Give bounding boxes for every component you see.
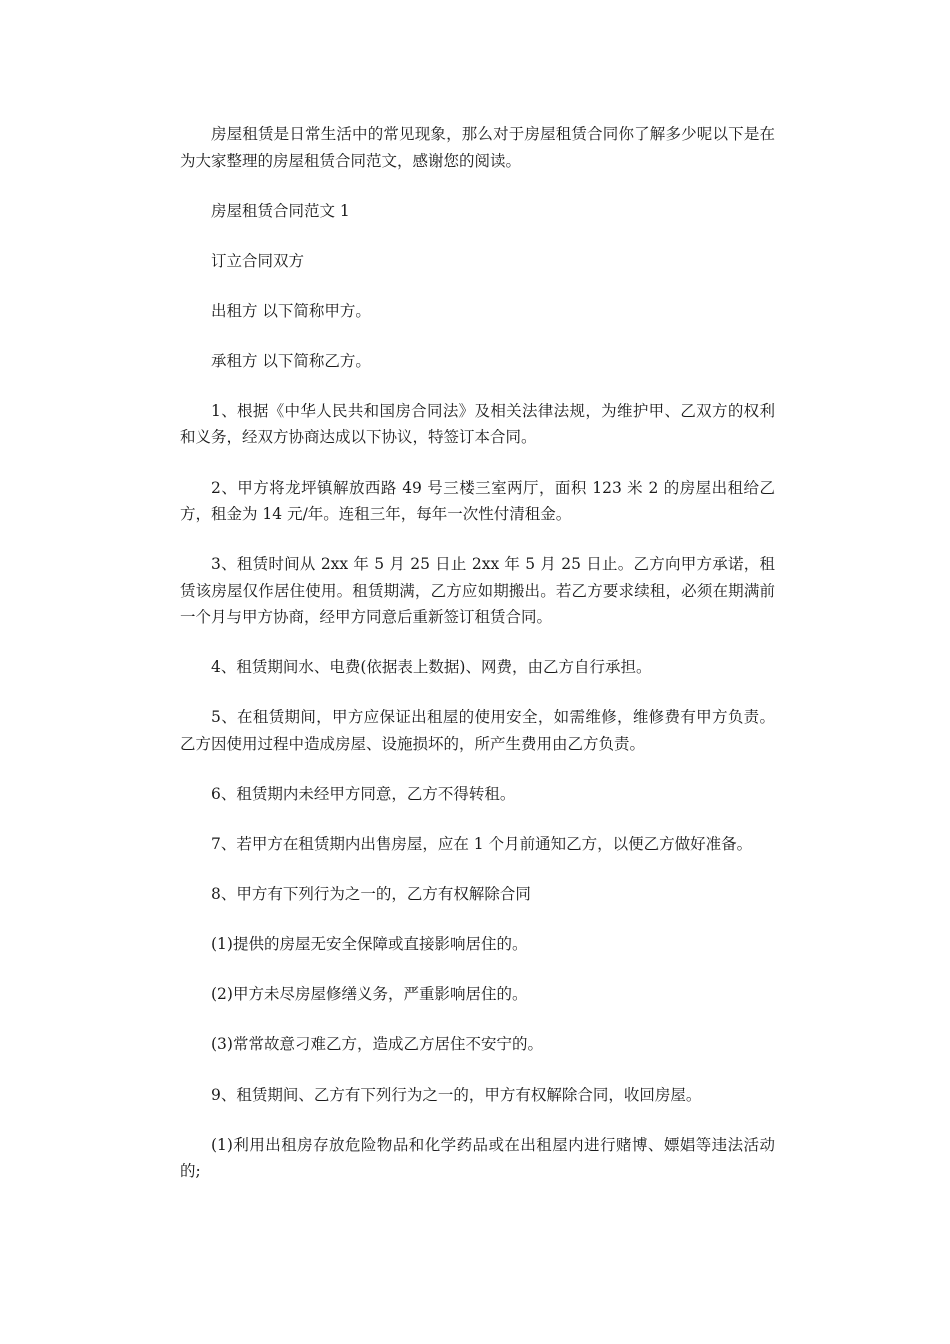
lessor-line: 出租方 以下简称甲方。 — [211, 301, 371, 320]
clause-8-item-1: (1)提供的房屋无安全保障或直接影响居住的。 — [211, 935, 528, 954]
lessee-line: 承租方 以下简称乙方。 — [211, 351, 371, 370]
clause-2: 2、甲方将龙坪镇解放西路 49 号三楼三室两厅，面积 123 米 2 的房屋出租给乙方，租金为 14 元/年。连租三年，每年一次性付清租金。 — [180, 478, 775, 524]
clause-9: 9、租赁期间、乙方有下列行为之一的，甲方有权解除合同，收回房屋。 — [211, 1085, 702, 1104]
clause-8-item-3: (3)常常故意刁难乙方，造成乙方居住不安宁的。 — [211, 1035, 543, 1054]
clause-5: 5、在租赁期间，甲方应保证出租屋的使用安全，如需维修，维修费有甲方负责。乙方因使用过程中造成房屋、设施损坏的，所产生费用由乙方负责。 — [180, 708, 775, 753]
parties-heading: 订立合同双方 — [211, 251, 305, 270]
clause-1: 1、根据《中华人民共和国房合同法》及相关法律法规，为维护甲、乙双方的权利和义务，经双方协商达成以下协议，特签订本合同。 — [180, 401, 775, 447]
intro-paragraph: 房屋租赁是日常生活中的常见现象，那么对于房屋租赁合同你了解多少呢以下是在为大家整理的房屋租赁合同范文，感谢您的阅读。 — [180, 125, 775, 170]
document-body — [180, 121, 775, 1208]
clause-7: 7、若甲方在租赁期内出售房屋，应在 1 个月前通知乙方，以便乙方做好准备。 — [211, 835, 753, 854]
clause-8: 8、甲方有下列行为之一的，乙方有权解除合同 — [211, 885, 531, 904]
contract-title: 房屋租赁合同范文 1 — [211, 201, 350, 220]
clause-8-item-2: (2)甲方未尽房屋修缮义务，严重影响居住的。 — [211, 985, 528, 1004]
clause-9-item-1: (1)利用出租房存放危险物品和化学药品或在出租屋内进行赌博、嫖娼等违法活动的; — [180, 1135, 775, 1181]
clause-3: 3、租赁时间从 2xx 年 5 月 25 日止 2xx 年 5 月 25 日止。乙方向甲方承诺，租赁该房屋仅作居住使用。租赁期满，乙方应如期搬出。若乙方要求续租，必须在期满前一个月与甲方协商，经甲方同意后重新签订租赁合同。 — [180, 555, 775, 627]
clause-6: 6、租赁期内未经甲方同意，乙方不得转租。 — [211, 784, 516, 803]
clause-4: 4、租赁期间水、电费(依据表上数据)、网费，由乙方自行承担。 — [211, 658, 652, 677]
